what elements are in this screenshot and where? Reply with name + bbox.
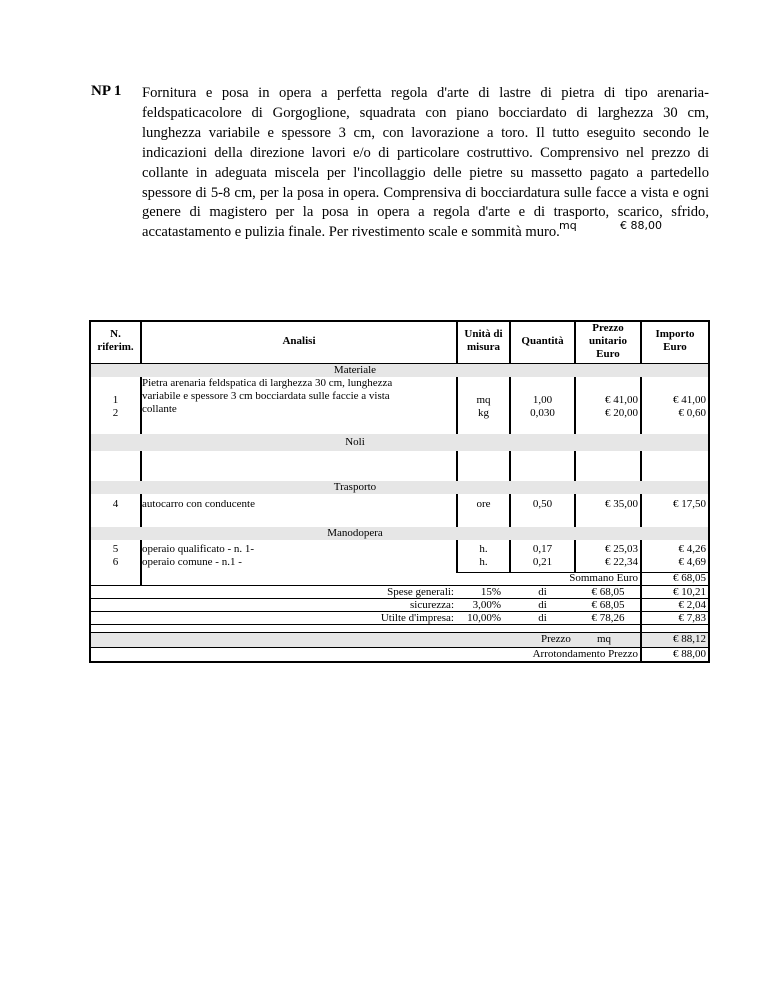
profit-amount: € 7,83 bbox=[678, 612, 706, 624]
rounding-label: Arrotondamento Prezzo bbox=[532, 648, 638, 660]
labour-desc-1: operaio qualificato - n. 1- bbox=[142, 543, 255, 555]
materials-amount-1: € 41,00 bbox=[673, 394, 706, 406]
safety-of: di bbox=[538, 599, 547, 611]
safety-label: sicurezza: bbox=[410, 599, 454, 611]
band-price bbox=[89, 632, 709, 647]
general-costs-of: di bbox=[538, 586, 547, 598]
labour-ref-2: 6 bbox=[112, 556, 119, 568]
materials-price-2: € 20,00 bbox=[605, 407, 638, 419]
safety-pct: 3,00% bbox=[472, 599, 501, 611]
section-materials: Materiale bbox=[333, 364, 377, 376]
profit-base: € 78,26 bbox=[591, 612, 625, 624]
labour-desc-2: operaio comune - n.1 - bbox=[142, 556, 242, 568]
transport-unit: ore bbox=[476, 498, 491, 510]
safety-amount: € 2,04 bbox=[678, 599, 706, 611]
header-amount: Importo Euro bbox=[655, 328, 695, 353]
transport-ref: 4 bbox=[112, 498, 119, 510]
materials-unit-1: mq bbox=[476, 394, 491, 406]
labour-price-2: € 22,34 bbox=[605, 556, 638, 568]
item-price: € 88,00 bbox=[620, 219, 662, 232]
item-code: NP 1 bbox=[91, 83, 122, 99]
labour-qty-2: 0,21 bbox=[532, 556, 553, 568]
section-transport: Trasporto bbox=[333, 481, 377, 493]
general-costs-base: € 68,05 bbox=[591, 586, 625, 598]
general-costs-pct: 15% bbox=[480, 586, 501, 598]
labour-ref-1: 5 bbox=[112, 543, 119, 555]
labour-unit-2: h. bbox=[479, 556, 488, 568]
item-description: Fornitura e posa in opera a perfetta regola d'arte di lastre di pietra di tipo arenaria-feldspaticacolore di Gorgoglione, squadrata con piano bocciardato di larghezza 30 cm, lunghezza variabile e spessore 3 cm, con lavorazione a toro. Il tutto eseguito secondo le indicazioni della direzione lavori e/o di particolare costruttivo. Comprensivo nel prezzo di collante in adeguata miscela per l'incollaggio delle pietre su massetto pagato a partedello spessore di 5-8 cm, per la posa in opera. Comprensiva di bocciardatura sulle facce a vista e ogni genere di magistero per la posa in opera a regola d'arte e di trasporto, scarico, sfrido, accatastamento e pulizia finale. Per rivestimento scale e sommità muro. bbox=[142, 85, 709, 241]
price-amount: € 88,12 bbox=[673, 633, 706, 645]
materials-ref-2: 2 bbox=[112, 407, 119, 419]
price-unit: mq bbox=[597, 633, 612, 645]
transport-amount: € 17,50 bbox=[673, 498, 706, 510]
labour-amount-2: € 4,69 bbox=[678, 556, 706, 568]
header-analysis: Analisi bbox=[282, 335, 316, 347]
profit-of: di bbox=[538, 612, 547, 624]
section-labour: Manodopera bbox=[327, 527, 383, 539]
profit-pct: 10,00% bbox=[467, 612, 501, 624]
labour-unit-1: h. bbox=[479, 543, 488, 555]
rounding-amount: € 88,00 bbox=[673, 648, 706, 660]
labour-price-1: € 25,03 bbox=[605, 543, 638, 555]
transport-price: € 35,00 bbox=[605, 498, 638, 510]
general-costs-label: Spese generali: bbox=[387, 586, 454, 598]
header-unit: Unità di misura bbox=[464, 328, 503, 353]
materials-price-1: € 41,00 bbox=[605, 394, 638, 406]
materials-qty-1: 1,00 bbox=[532, 394, 553, 406]
labour-amount-1: € 4,26 bbox=[678, 543, 706, 555]
labour-qty-1: 0,17 bbox=[532, 543, 553, 555]
transport-qty: 0,50 bbox=[532, 498, 553, 510]
safety-base: € 68,05 bbox=[591, 599, 625, 611]
item-unit: mq bbox=[559, 219, 577, 232]
materials-desc: Pietra arenaria feldspatica di larghezza 30 cm, lunghezza variabile e spessore 3 cm bocciardata sulle faccie a vista collante bbox=[142, 377, 393, 415]
header-unit-price: Prezzo unitario Euro bbox=[589, 322, 627, 360]
header-ref: N. riferim. bbox=[97, 328, 134, 353]
profit-label: Utilte d'impresa: bbox=[380, 612, 454, 624]
materials-amount-2: € 0,60 bbox=[678, 407, 706, 419]
materials-unit-2: kg bbox=[478, 407, 489, 419]
header-quantity: Quantità bbox=[521, 335, 564, 347]
section-rentals: Noli bbox=[345, 436, 365, 448]
price-label: Prezzo bbox=[541, 633, 571, 645]
subtotal-label: Sommano Euro bbox=[569, 572, 638, 584]
materials-ref-1: 1 bbox=[112, 394, 119, 406]
border-bottom bbox=[89, 661, 709, 663]
general-costs-amount: € 10,21 bbox=[673, 586, 706, 598]
subtotal-amount: € 68,05 bbox=[673, 572, 706, 584]
materials-qty-2: 0,030 bbox=[530, 407, 555, 419]
transport-desc: autocarro con conducente bbox=[142, 498, 255, 510]
